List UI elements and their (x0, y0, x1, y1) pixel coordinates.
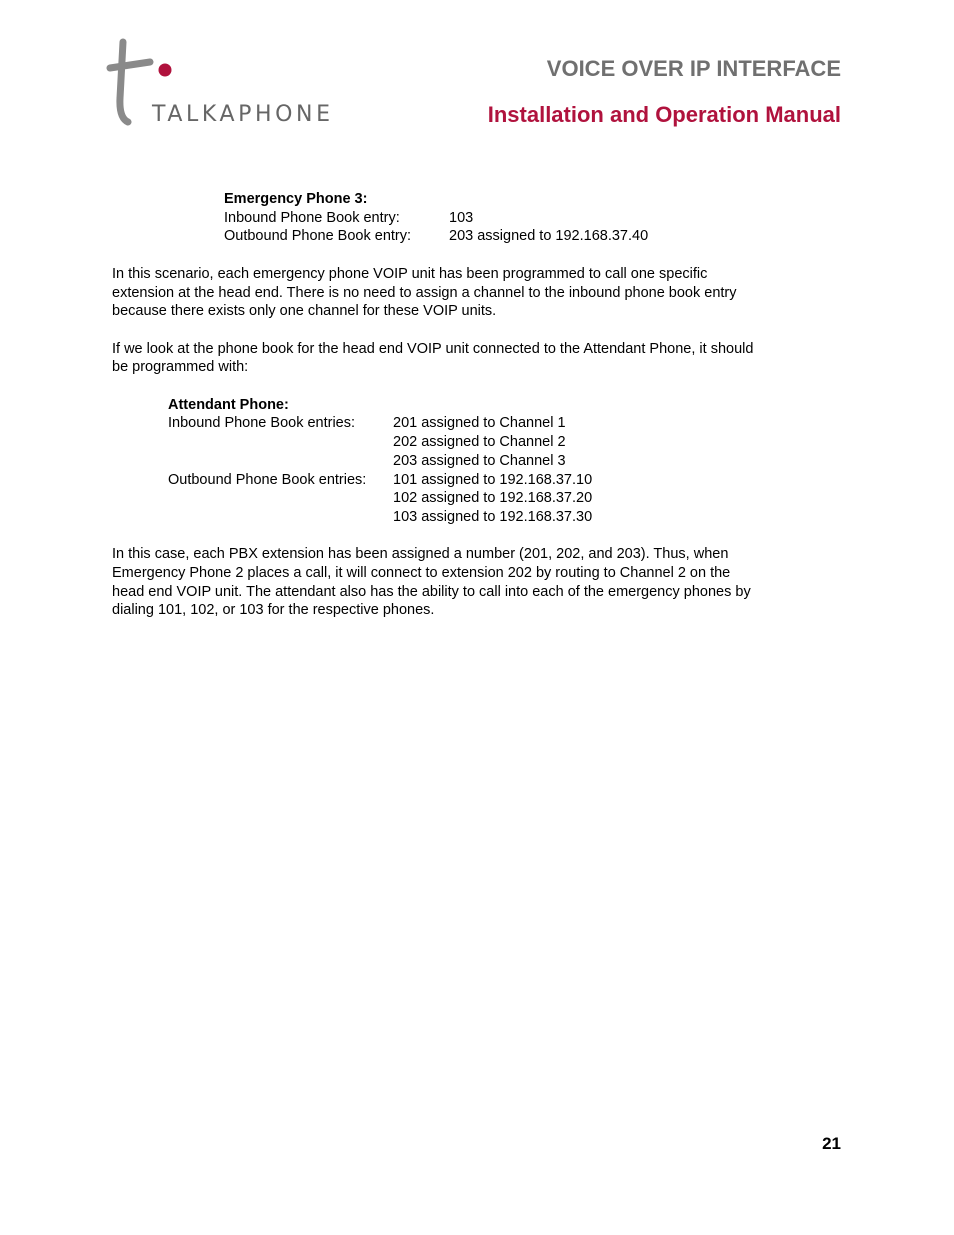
ep3-inbound-row (224, 209, 822, 228)
attendant-outbound-row-1 (168, 471, 822, 490)
ep3-outbound-key: Outbound Phone Book entry: (224, 228, 412, 245)
document-title: VOICE OVER IP INTERFACE (546, 56, 841, 81)
attendant-inbound-row-1 (168, 414, 822, 433)
attendant-phone-block (168, 396, 822, 527)
attendant-inbound-value: 203 assigned to Channel 3 (393, 452, 566, 469)
paragraph-line: be programmed with: (112, 359, 249, 376)
attendant-outbound-value: 101 assigned to 192.168.37.10 (393, 471, 593, 488)
attendant-outbound-value: 102 assigned to 192.168.37.20 (393, 490, 593, 507)
paragraph-line: dialing 101, 102, or 103 for the respective phones. (112, 602, 435, 619)
attendant-inbound-value: 201 assigned to Channel 1 (393, 415, 566, 432)
paragraph-line: Emergency Phone 2 places a call, it will connect to extension 202 by routing to Channel 2 on the (112, 565, 731, 581)
paragraph-line: head end VOIP unit. The attendant also has the ability to call into each of the emergency phones by (112, 583, 751, 600)
attendant-outbound-row-2 (168, 489, 822, 508)
brand-name: TALKAPHONE (152, 102, 334, 127)
attendant-outbound-key: Outbound Phone Book entries: (168, 471, 367, 488)
ep3-inbound-value: 103 (449, 209, 474, 226)
paragraph-line: In this case, each PBX extension has been assigned a number (201, 202, and 203). Thus, when (112, 546, 729, 563)
ep3-inbound-key: Inbound Phone Book entry: (224, 209, 400, 226)
paragraph-line: In this scenario, each emergency phone VOIP unit has been programmed to call one specific (112, 265, 708, 282)
emergency-phone-3-label: Emergency Phone 3: (224, 191, 368, 207)
paragraph-pbx-extension (112, 545, 822, 620)
ep3-outbound-row (224, 227, 822, 246)
attendant-inbound-key: Inbound Phone Book entries: (168, 415, 356, 432)
talkaphone-logo (106, 38, 366, 130)
paragraph-phone-book (112, 340, 822, 377)
emergency-phone-3-block (224, 190, 822, 246)
attendant-phone-label: Attendant Phone: (168, 396, 289, 413)
paragraph-line: because there exists only one channel for these VOIP units. (112, 303, 497, 320)
paragraph-line: If we look at the phone book for the head end VOIP unit connected to the Attendant Phone, it should (112, 340, 754, 357)
attendant-outbound-value: 103 assigned to 192.168.37.30 (393, 508, 593, 525)
ep3-outbound-value: 203 assigned to 192.168.37.40 (449, 228, 649, 245)
page-number: 21 (822, 1134, 841, 1153)
document-subtitle: Installation and Operation Manual (487, 102, 841, 127)
attendant-inbound-row-3 (168, 452, 822, 471)
paragraph-scenario (112, 265, 822, 321)
attendant-outbound-row-3 (168, 508, 822, 527)
attendant-inbound-value: 202 assigned to Channel 2 (393, 434, 566, 451)
page-body (112, 190, 822, 620)
attendant-inbound-row-2 (168, 433, 822, 452)
paragraph-line: extension at the head end. There is no need to assign a channel to the inbound phone book entry (112, 284, 737, 301)
